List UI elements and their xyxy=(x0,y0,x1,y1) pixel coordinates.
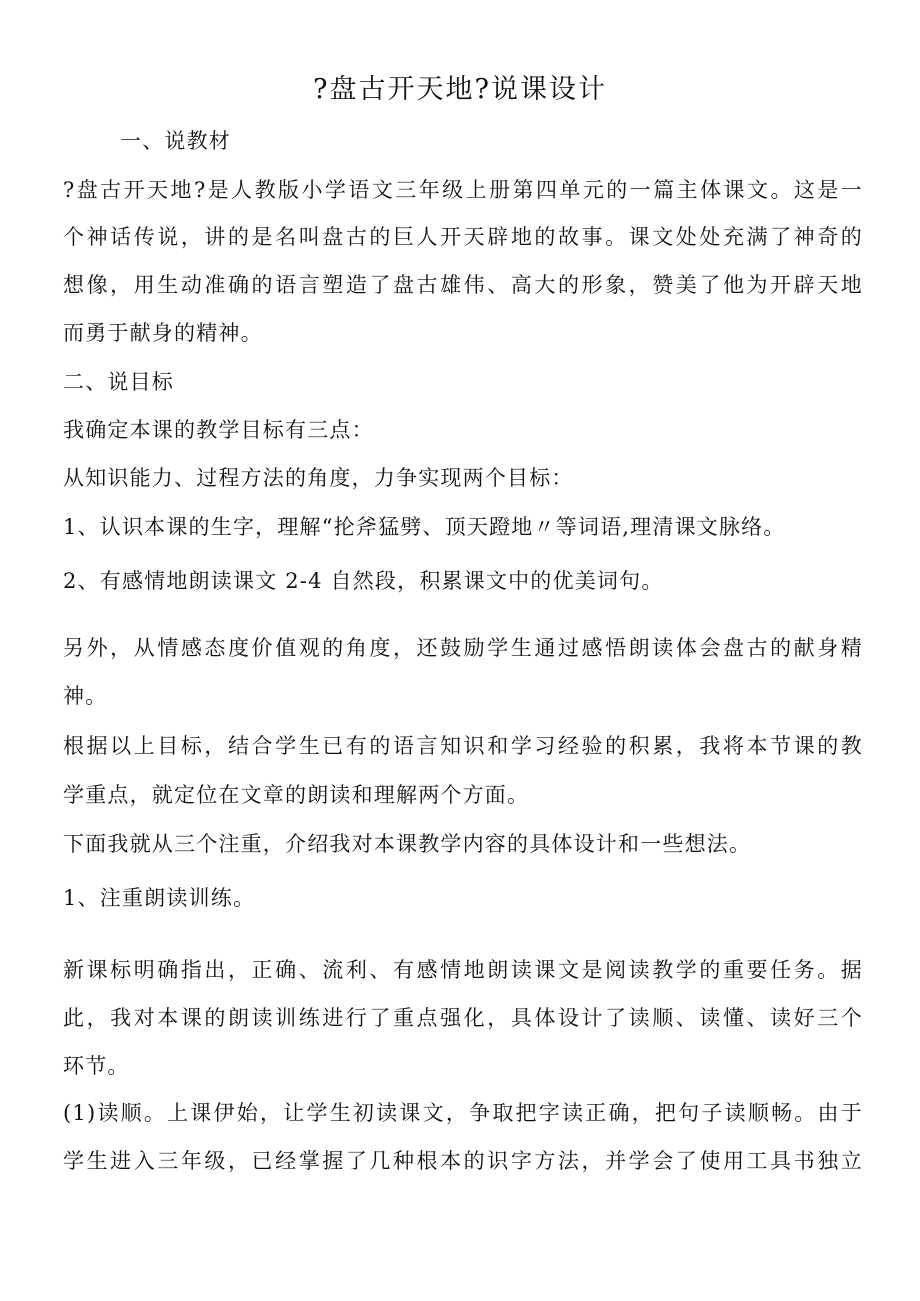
paragraph-line: 新课标明确指出，正确、流利、有感情地朗读课文是阅读教学的重要任务。据 xyxy=(63,958,863,982)
paragraph-line: 学生进入三年级，已经掌握了几种根本的识字方法，并学会了使用工具书独立 xyxy=(63,1149,863,1173)
paragraph-line: 学重点，就定位在文章的朗读和理解两个方面。 xyxy=(63,783,530,807)
paragraph-line: 环节。 xyxy=(63,1054,130,1078)
paragraph-line: ?盘古开天地?是人教版小学语文三年级上册第四单元的一篇主体课文。这是一 xyxy=(63,178,863,202)
paragraph-line: 我确定本课的教学目标有三点： xyxy=(63,418,374,442)
paragraph-line: (1)读顺。上课伊始，让学生初读课文，争取把字读正确，把句子读顺畅。由于 xyxy=(63,1101,863,1125)
section-heading-objectives: 二、说目标 xyxy=(63,370,174,394)
objective-item-1: 1、认识本课的生字，理解“抡斧猛劈、顶天蹬地〃等词语,理清课文脉络。 xyxy=(63,515,786,539)
objective-item-2: 2、有感情地朗读课文 2-4 自然段，积累课文中的优美词句。 xyxy=(63,569,664,593)
section-heading-textbook: 一、说教材 xyxy=(120,129,231,153)
paragraph-line: 从知识能力、过程方法的角度，力争实现两个目标： xyxy=(63,466,574,490)
paragraph-line: 另外，从情感态度价值观的角度，还鼓励学生通过感悟朗读体会盘古的献身精 xyxy=(63,636,863,660)
paragraph-line: 根据以上目标，结合学生已有的语言知识和学习经验的积累，我将本节课的教 xyxy=(63,734,863,758)
section-heading-reading-training: 1、注重朗读训练。 xyxy=(63,886,256,910)
paragraph-line: 此，我对本课的朗读训练进行了重点强化，具体设计了读顺、读懂、读好三个 xyxy=(63,1006,863,1030)
paragraph-line: 下面我就从三个注重，介绍我对本课教学内容的具体设计和一些想法。 xyxy=(63,832,752,856)
paragraph-line: 神。 xyxy=(63,684,108,708)
paragraph-line: 而勇于献身的精神。 xyxy=(63,321,263,345)
document-title: ?盘古开天地?说课设计 xyxy=(313,74,607,105)
paragraph-line: 个神话传说，讲的是名叫盘古的巨人开天辟地的故事。课文处处充满了神奇的 xyxy=(63,225,863,249)
paragraph-line: 想像，用生动准确的语言塑造了盘古雄伟、高大的形象，赞美了他为开辟天地 xyxy=(63,273,863,297)
